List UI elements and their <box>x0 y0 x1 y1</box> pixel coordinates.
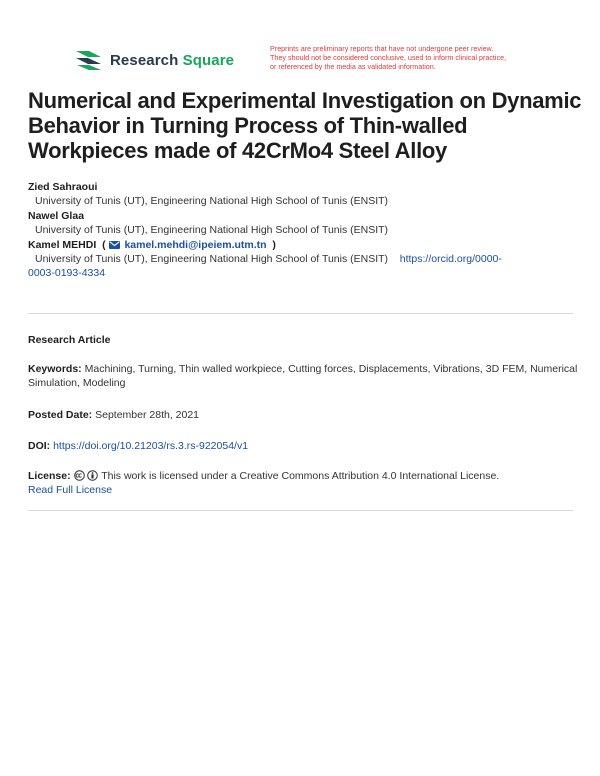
research-square-logo[interactable] <box>74 48 234 72</box>
creative-commons-icon <box>74 470 85 481</box>
keywords-value: Machining, Turning, Thin walled workpiece, Cutting forces, Displacements, Vibrations, 3D FEM, Numerical Simulation, Modeling <box>28 363 578 389</box>
paper-title: Numerical and Experimental Investigation on Dynamic Behavior in Turning Process of Thin-walled Workpieces made of 42CrMo4 Steel Alloy <box>28 88 582 163</box>
notice-line: They should not be considered conclusive, used to inform clinical practice, <box>270 52 507 62</box>
notice-line: or referenced by the media as validated information. <box>270 61 436 71</box>
logo-text: Research Square <box>110 51 235 69</box>
email-paren-open: ( <box>99 239 106 251</box>
attribution-icon <box>87 470 98 481</box>
orcid-link-continued[interactable] <box>28 266 578 280</box>
author-list <box>28 180 578 281</box>
author-affiliation: University of Tunis (UT), Engineering National High School of Tunis (ENSIT) <box>35 195 389 207</box>
author-entry <box>28 209 578 237</box>
license-label: License: <box>28 470 71 482</box>
license <box>28 469 578 497</box>
author-name-line <box>28 238 578 252</box>
divider <box>28 313 573 314</box>
author-affiliation-line <box>28 252 578 266</box>
posted-date-label: Posted Date: <box>28 409 93 421</box>
divider <box>28 510 573 511</box>
author-name: Nawel Glaa <box>28 210 85 222</box>
orcid-link[interactable]: https://orcid.org/0000- <box>399 253 502 265</box>
author-affiliation: University of Tunis (UT), Engineering National High School of Tunis (ENSIT) <box>35 224 389 236</box>
keywords <box>28 362 578 390</box>
article-type-label: Research Article <box>28 334 111 346</box>
mail-icon <box>109 241 120 249</box>
author-affiliation: University of Tunis (UT), Engineering National High School of Tunis (ENSIT) <box>35 253 389 265</box>
preprint-notice <box>270 45 550 71</box>
research-square-logo-icon <box>74 48 104 72</box>
article-type <box>28 333 578 347</box>
author-entry <box>28 238 578 280</box>
posted-date <box>28 408 578 422</box>
orcid-link-part2[interactable]: 0003-0193-4334 <box>28 267 106 279</box>
license-text: This work is licensed under a Creative Commons Attribution 4.0 International License. <box>101 470 500 482</box>
keywords-label: Keywords: <box>28 363 82 375</box>
author-name: Kamel MEHDI <box>28 239 97 251</box>
notice-line: Preprints are preliminary reports that have not undergone peer review. <box>270 44 494 53</box>
doi-label: DOI: <box>28 440 51 452</box>
author-name: Zied Sahraoui <box>28 181 98 193</box>
email-paren-close: ) <box>269 239 276 251</box>
posted-date-value: September 28th, 2021 <box>95 409 200 421</box>
doi-link[interactable]: https://doi.org/10.21203/rs.3.rs-922054/v1 <box>53 440 249 452</box>
author-email-link[interactable]: kamel.mehdi@ipeiem.utm.tn <box>124 239 267 251</box>
read-full-license-link[interactable]: Read Full License <box>28 484 113 496</box>
doi <box>28 439 578 453</box>
author-entry <box>28 180 578 208</box>
